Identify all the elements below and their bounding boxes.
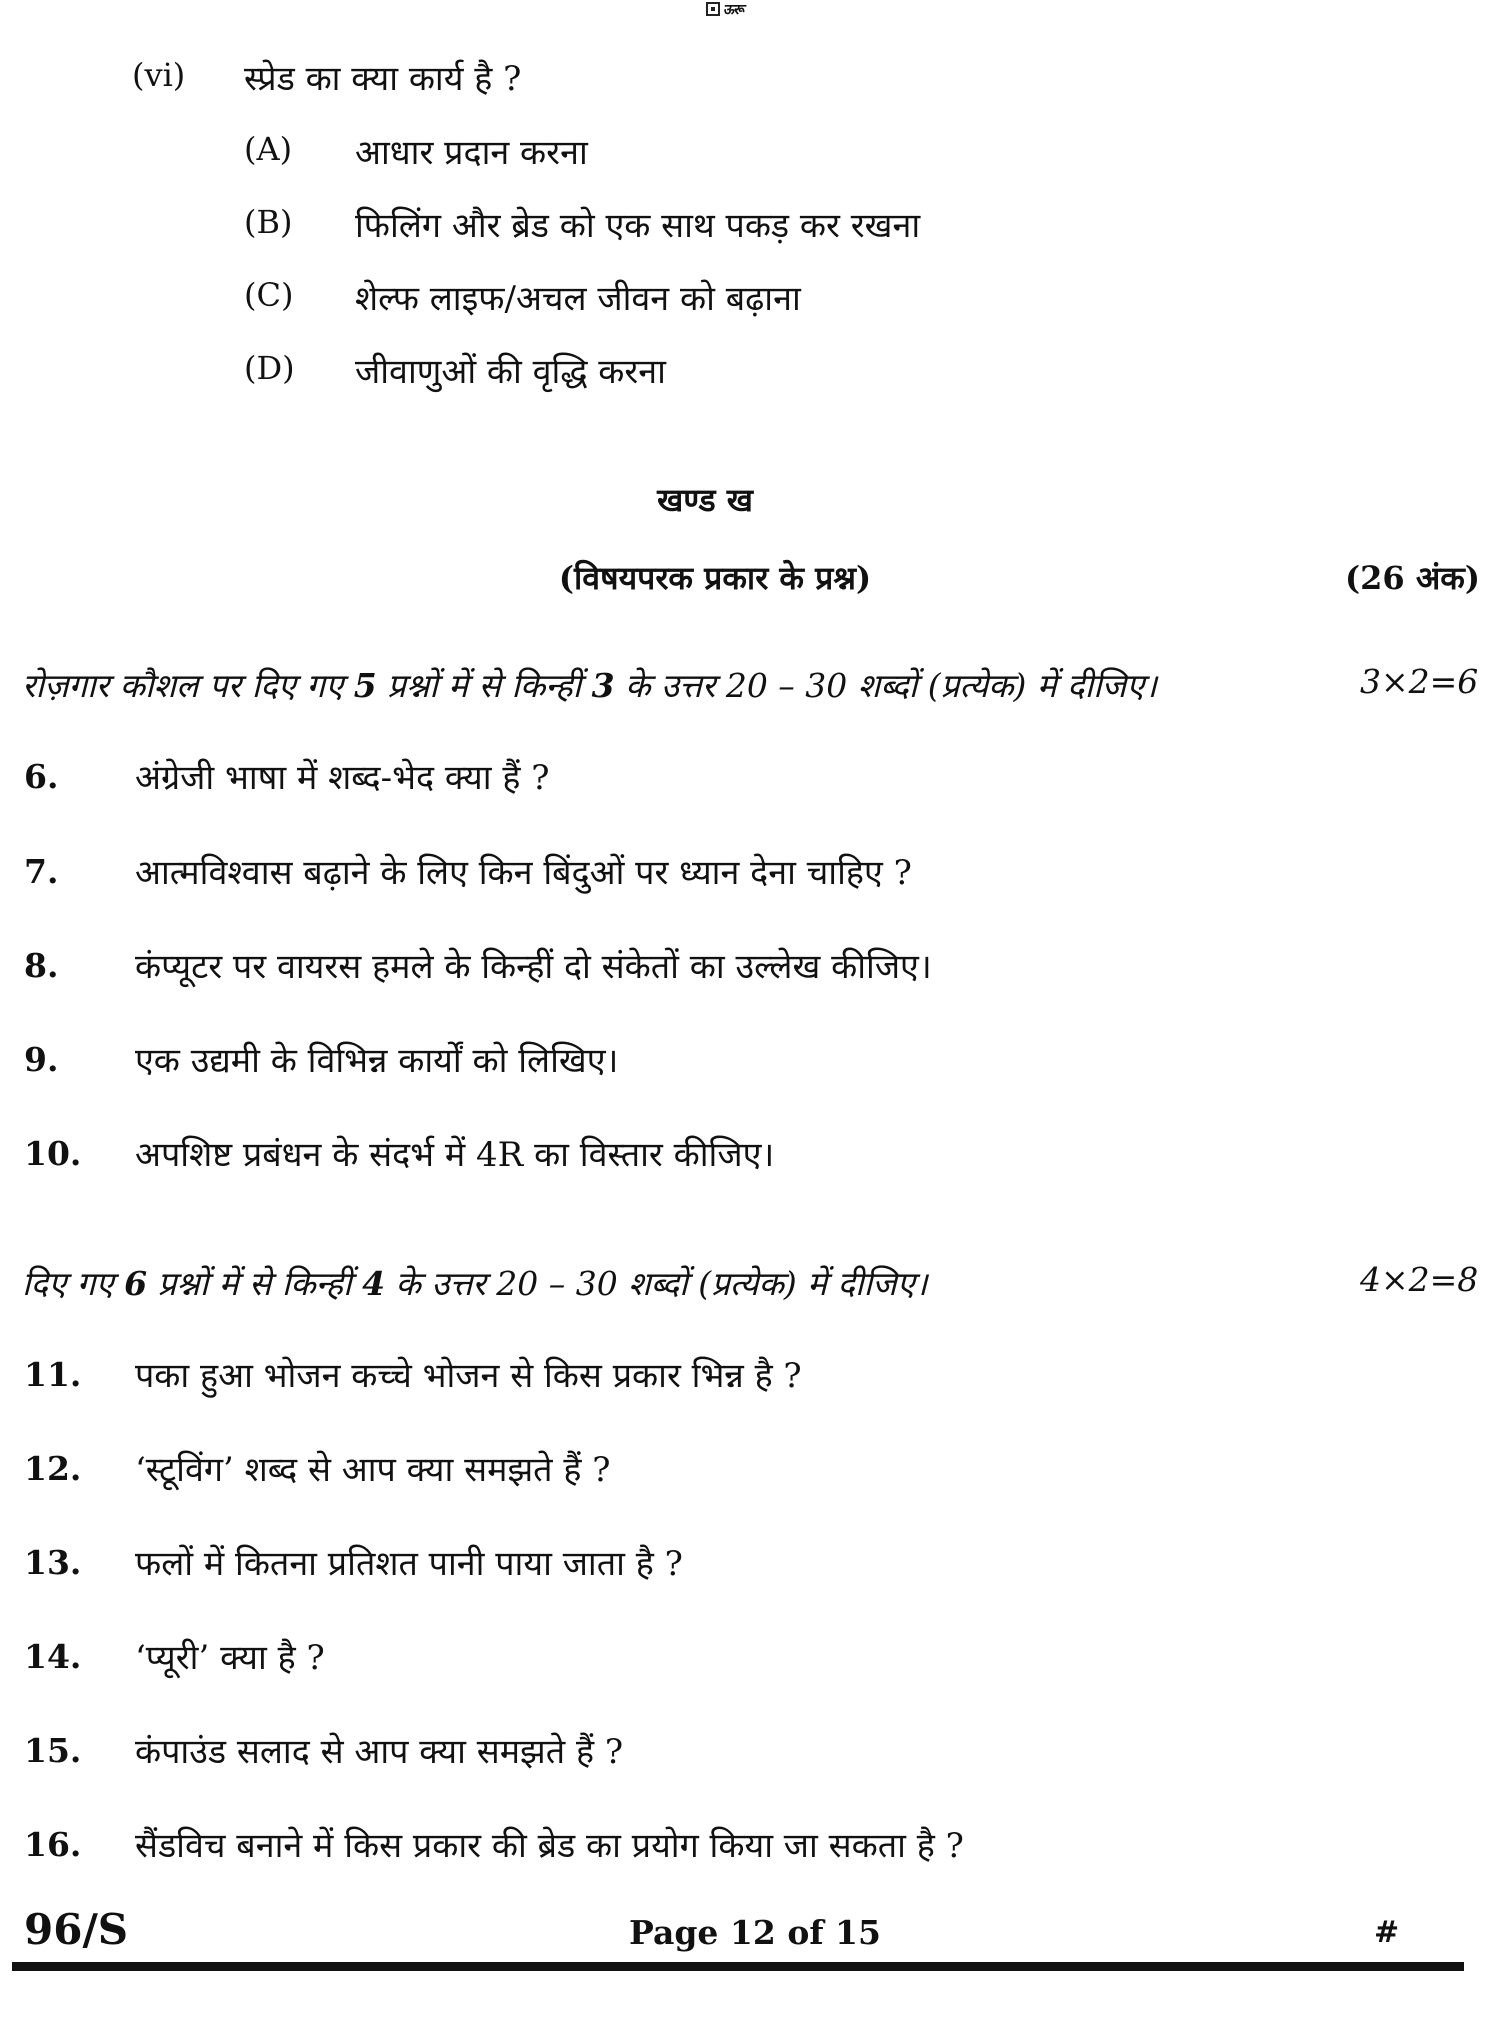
question-15-number: 15. [24,1731,82,1770]
group2-instr-num2: 4 [362,1264,386,1303]
section-total-marks: (26 अंक) [1345,559,1480,597]
section-title: खण्ड ख [657,481,753,519]
option-c-label: (C) [244,276,294,314]
question-7-text: आत्मविश्वास बढ़ाने के लिए किन बिंदुओं पर ध्यान देना चाहिए ? [135,853,912,893]
group1-instr-part1: रोज़गार कौशल पर दिए गए [22,666,354,705]
page-number: Page 12 of 15 [629,1913,881,1952]
group2-instr-part3: के उत्तर 20 – 30 शब्दों (प्रत्येक) में दीजिए। [385,1264,928,1303]
question-10-text: अपशिष्ट प्रबंधन के संदर्भ में 4R का विस्तार कीजिए। [135,1135,775,1175]
group1-marks: 3×2=6 [1360,662,1479,701]
question-11-text: पका हुआ भोजन कच्चे भोजन से किस प्रकार भिन्न है ? [135,1356,802,1396]
question-6-text: अंग्रेजी भाषा में शब्द-भेद क्या हैं ? [135,758,550,798]
question-12-number: 12. [24,1449,82,1488]
group2-instr-num1: 6 [124,1264,148,1303]
question-6-number: 6. [24,757,59,796]
question-16-text: सैंडविच बनाने में किस प्रकार की ब्रेड का प्रयोग किया जा सकता है ? [135,1826,964,1866]
group1-instr-part2: प्रश्नों में से किन्हीं [376,666,592,705]
group1-instruction [22,662,1157,707]
group1-instr-num1: 5 [353,666,377,705]
question-8-number: 8. [24,946,59,985]
footer-rule [12,1962,1464,1971]
section-subtitle: (विषयपरक प्रकार के प्रश्न) [558,559,872,597]
option-c-text: शेल्फ लाइफ/अचल जीवन को बढ़ाना [355,279,801,319]
footer-hash: # [1374,1915,1400,1950]
option-d-text: जीवाणुओं की वृद्धि करना [355,352,666,392]
question-10-number: 10. [24,1134,82,1173]
question-7-number: 7. [24,852,59,891]
qr-code-icon [706,2,720,16]
group2-instr-part1: दिए गए [22,1264,125,1303]
question-8-text: कंप्यूटर पर वायरस हमले के किन्हीं दो संकेतों का उल्लेख कीजिए। [135,947,932,987]
group2-instr-part2: प्रश्नों में से किन्हीं [147,1264,363,1303]
group2-marks: 4×2=8 [1360,1260,1479,1299]
question-vi-number: (vi) [132,56,186,94]
question-12-text: ‘स्टूविंग’ शब्द से आप क्या समझते हैं ? [135,1450,611,1490]
question-13-text: फलों में कितना प्रतिशत पानी पाया जाता है ? [135,1544,683,1584]
option-a-text: आधार प्रदान करना [355,133,588,173]
question-13-number: 13. [24,1543,82,1582]
group1-instr-part3: के उत्तर 20 – 30 शब्दों (प्रत्येक) में दीजिए। [614,666,1157,705]
question-11-number: 11. [24,1355,82,1394]
question-14-number: 14. [24,1637,82,1676]
question-14-text: ‘प्यूरी’ क्या है ? [135,1638,325,1678]
header-mark [706,0,766,18]
option-b-label: (B) [244,203,293,241]
question-vi-text: स्प्रेड का क्या कार्य है ? [244,59,522,99]
question-15-text: कंपाउंड सलाद से आप क्या समझते हैं ? [135,1732,624,1772]
question-16-number: 16. [24,1825,82,1864]
question-9-text: एक उद्यमी के विभिन्न कार्यों को लिखिए। [135,1041,619,1081]
question-9-number: 9. [24,1040,59,1079]
header-scribble: ऊरू [723,1,743,18]
group2-instruction [22,1260,927,1305]
group1-instr-num2: 3 [591,666,615,705]
option-b-text: फिलिंग और ब्रेड को एक साथ पकड़ कर रखना [355,206,921,246]
paper-code: 96/S [24,1905,129,1954]
option-d-label: (D) [244,349,295,387]
option-a-label: (A) [244,130,293,168]
